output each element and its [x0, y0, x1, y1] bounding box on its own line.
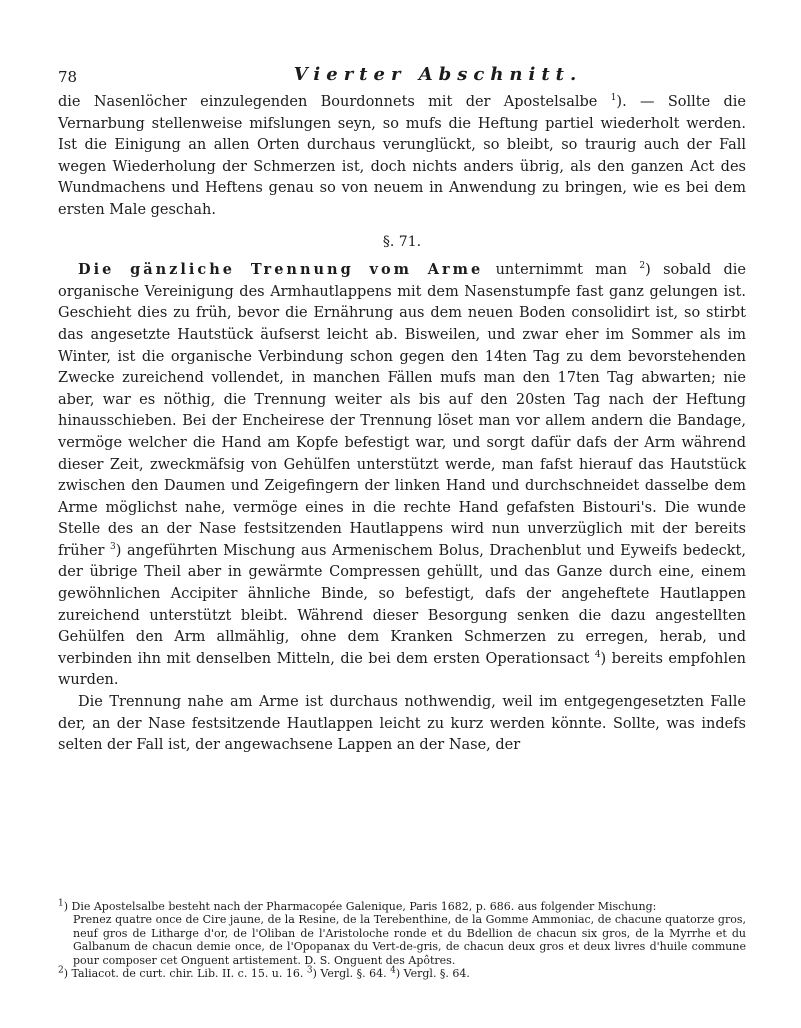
paragraph-2: [58, 259, 746, 692]
footnote-3-text: ) Vergl. §. 64.: [312, 967, 387, 981]
paragraph-2-text-b: ) sobald die organische Vereinigung des Armhautlappens mit dem Nasenstumpfe fast ganz gelungen ist. Geschieht dies zu früh, bevor die Ernährung aus dem neuen Boden consolidirt ist, so stirbt das angesetzte Hautstück äufserst leicht ab. Bisweilen, und zwar eher im Sommer als im Winter, ist die organische Verbindung schon gegen den 14ten Tag zu dem bevorstehenden Zwecke zureichend vollendet, in manchen Fällen mufs man den 17ten Tag abwarten; nie aber, war es nöthig, die Trennung weiter als bis auf den 20sten Tag nach der Heftung hinausschieben. Bei der Encheirese der Trennung löset man vor allem andern die Bandage, vermöge welcher die Hand am Kopfe befestigt war, und sorgt dafür dafs der Arm während dieser Zeit, zweckmäfsig von Gehülfen unterstützt werde, man fafst hierauf das Hautstück zwischen den Daumen und Zeigefingern der linken Hand und durchschneidet dasselbe dem Arme möglichst nahe, vermöge eines in die rechte Hand gefafsten Bistouri's. Die wunde Stelle des an der Nase festsitzenden Hautlappens wird nun unverzüglich mit der bereits früher: [58, 262, 746, 559]
footnote-4-text: ) Vergl. §. 64.: [395, 967, 470, 981]
paragraph-3: Die Trennung nahe am Arme ist durchaus nothwendig, weil im entgegengesetzten Falle der, an der Nase festsitzende Hautlappen leicht zu kurz werden könnte. Sollte, was indefs selten der Fall ist, der angewachsene Lappen an der Nase, der: [58, 694, 746, 754]
footnote-1-mark: 1: [58, 898, 64, 909]
main-text: [58, 92, 746, 757]
footnote-2-text: ) Taliacot. de curt. chir. Lib. II. c. 15. u. 16.: [63, 967, 304, 981]
paragraph-2-text-d: ) bereits empfohlen wurden.: [58, 650, 746, 689]
paragraph-1: [58, 92, 746, 222]
footnote-ref-3: 3: [110, 542, 116, 553]
footnote-1-continuation: Prenez quatre once de Cire jaune, de la Resine, de la Terebenthine, de la Gomme Ammoniac, de chacune quatorze gros, neuf gros de Litharge d'or, de l'Oliban de l'Aristoloche ronde et du Bdellion de chacun six gros, de la Myrrhe et du Galbanum de chacun demie once, de l'Opopanax du Vert-de-gris, de chacun deux gros et deux livres d'huile commune pour composer cet Onguent artistement. D. S. Onguent des Apôtres.: [73, 913, 746, 967]
paragraph-1-text-b: ). — Sollte die Vernarbung stellenweise mifslungen seyn, so mufs die Heftung partiel wiederholt werden. Ist die Einigung an allen Orten durchaus verunglückt, so bleibt, so traurig auch der Fall wegen Wiederholung der Schmerzen ist, doch nichts anders übrig, als den ganzen Act des Wundmachens und Heftens genau so von neuem in Anwendung zu bringen, wie es bei dem ersten Male geschah.: [58, 94, 746, 218]
running-head: Vierter Abschnitt.: [293, 64, 583, 85]
footnote-ref-4: 4: [594, 650, 601, 661]
footnote-2-mark: 2: [58, 965, 64, 976]
footnote-1: [58, 900, 746, 913]
paragraph-2-lead: Die gänzliche Trennung vom Arme: [78, 261, 484, 279]
footnote-ref-2: 2: [639, 261, 646, 272]
footnote-ref-1: 1: [610, 93, 617, 104]
footnotes: [58, 900, 746, 980]
paragraph-1-text-a: die Nasenlöcher einzulegenden Bourdonnets mit der Apostelsalbe: [58, 94, 611, 110]
footnote-2-4: [58, 967, 746, 980]
footnote-3-mark: 3: [306, 965, 313, 976]
footnote-4-mark: 4: [390, 965, 396, 976]
footnote-1-text: ) Die Apostelsalbe besteht nach der Pharmacopée Galenique, Paris 1682, p. 686. aus folgender Mischung:: [63, 900, 657, 913]
paragraph-2-text-a: unternimmt man: [483, 262, 640, 279]
page-header: [58, 64, 748, 88]
page-number: 78: [58, 68, 78, 86]
section-number: §. 71.: [382, 233, 422, 250]
paragraph-2-text-c: ) angeführten Mischung aus Armenischem Bolus, Drachenblut und Eyweifs bedeckt, der übrige Theil aber in gewärmte Compressen gehüllt, und das Ganze durch eine, einem gewöhnlichen Accipiter ähnliche Binde, so befestigt, dafs der angeheftete Hautlappen zureichend unterstützt bleibt. Während dieser Besorgung senken die dazu angestellten Gehülfen den Arm allmählig, ohne dem Kranken Schmerzen zu erregen, herab, und verbinden ihn mit denselben Mitteln, die bei dem ersten Operationsact: [58, 542, 746, 667]
